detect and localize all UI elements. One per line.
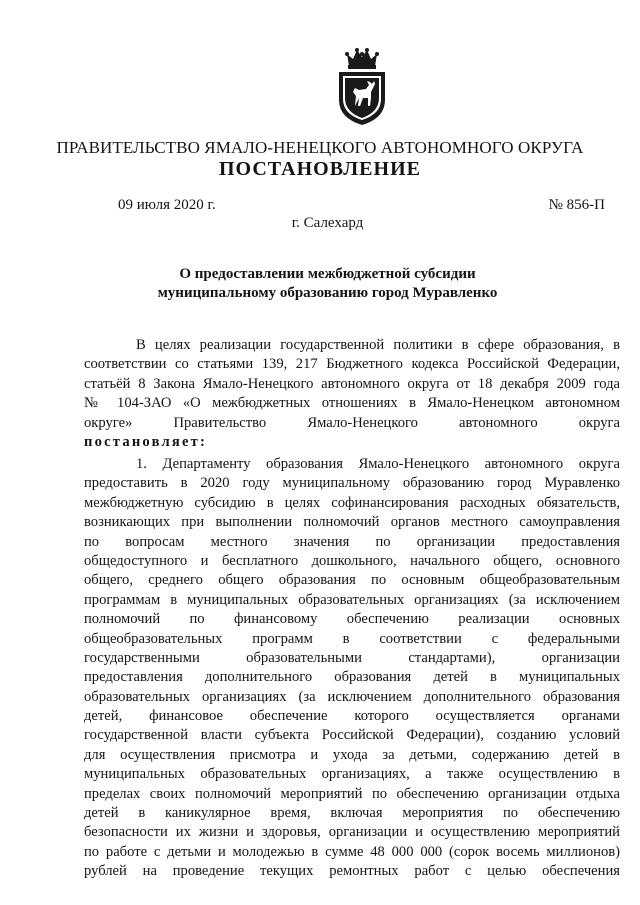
- text-line: общеобразовательных программ в соответствии с федеральными: [84, 630, 620, 647]
- text-line: округе» Правительство Ямало-Ненецкого автономного округа: [84, 414, 620, 431]
- text-line: В целях реализации государственной политики в сфере образования, в: [136, 337, 620, 353]
- document-title: [0, 265, 640, 303]
- text-line: по вопросам местного значения по организации предоставления: [84, 533, 620, 550]
- text-line: государственной власти субъекта Российской Федерации), созданию условий: [84, 727, 620, 744]
- text-line: № 104-ЗАО «О межбюджетных отношениях в Ямало-Ненецком автономном: [84, 395, 620, 412]
- text-line: полномочий по финансовому обеспечению реализации основных: [84, 611, 620, 628]
- text-line: предоставить в 2020 году муниципальному образованию город Муравленко: [84, 475, 620, 492]
- text-line: пределах своих полномочий мероприятий по обеспечению организации отдыха: [84, 785, 620, 802]
- text-line: детей, финансовое обеспечение которого осуществляется органами: [84, 708, 620, 725]
- item-1-paragraph: [84, 455, 620, 882]
- text-line: образовательных организациях (за исключением дополнительного образования: [84, 688, 620, 705]
- document-city: г. Салехард: [291, 215, 364, 231]
- text-line: общего, среднего общего образования по основным общеобразовательным: [84, 572, 620, 589]
- text-line: по работе с детьми и молодежью в сумме 48 000 000 (сорок восемь миллионов): [84, 843, 620, 860]
- text-line: рублей на проведение текущих ремонтных работ с целью обеспечения: [84, 863, 620, 880]
- text-line: общедоступного и бесплатного дошкольного, начального общего, основного: [84, 552, 620, 569]
- document-type: ПОСТАНОВЛЕНИЕ: [219, 158, 421, 180]
- preamble-paragraph: [84, 336, 620, 452]
- text-line: для осуществления присмотра и ухода за детьми, содержанию детей в: [84, 746, 620, 763]
- title-line: О предоставлении межбюджетной субсидии: [179, 266, 476, 282]
- resolves-word: постановляет:: [84, 433, 208, 450]
- text-line: статьёй 8 Закона Ямало-Ненецкого автономного округа от 18 декабря 2009 года: [84, 375, 620, 392]
- coat-of-arms-icon: [333, 48, 391, 126]
- government-name: ПРАВИТЕЛЬСТВО ЯМАЛО-НЕНЕЦКОГО АВТОНОМНОГО ОКРУГА: [56, 138, 584, 157]
- text-line: программам в муниципальных образовательных организациях (за исключением: [84, 591, 620, 608]
- text-line: безопасности их жизни и здоровья, организации и осуществлению мероприятий: [84, 824, 620, 841]
- text-line: детей в каникулярное время, включая мероприятия по обеспечению: [84, 805, 620, 822]
- text-line: соответствии со статьями 139, 217 Бюджетного кодекса Российской Федерации,: [84, 356, 620, 373]
- text-line: государственными образовательными стандартами), организации: [84, 649, 620, 666]
- text-line: муниципальных образовательных организациях, а также осуществлению в: [84, 766, 620, 783]
- title-line: муниципальному образованию город Муравленко: [157, 285, 498, 301]
- text-line: межбюджетную субсидию в целях софинансирования расходных обязательств,: [84, 494, 620, 511]
- document-date: 09 июля 2020 г.: [118, 197, 216, 213]
- document-number: № 856-П: [548, 197, 605, 213]
- text-line: предоставления дополнительного образования детей в муниципальных: [84, 669, 620, 686]
- text-line: возникающих при выполнении полномочий органов местного самоуправления: [84, 514, 620, 531]
- text-line: 1. Департаменту образования Ямало-Ненецкого автономного округа: [136, 456, 620, 472]
